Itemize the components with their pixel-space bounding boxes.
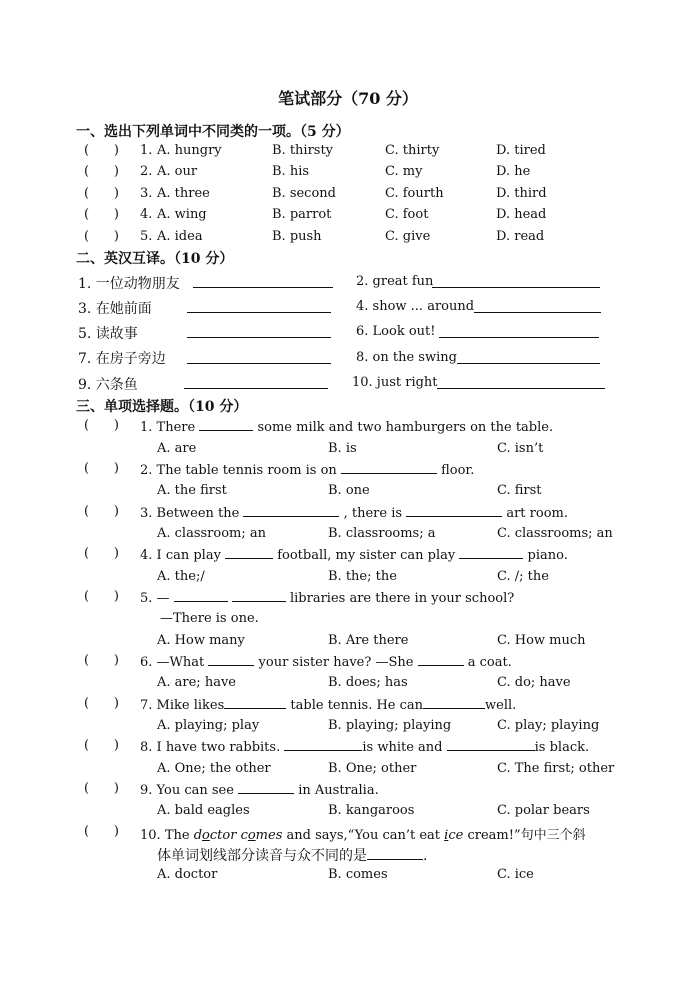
option-d: D. head [496, 207, 547, 222]
option-b: B. playing; playing [328, 718, 452, 733]
q-text: in Australia. [298, 783, 379, 798]
option-a: A. hungry [157, 143, 222, 158]
answer-blank[interactable] [187, 324, 331, 338]
answer-paren: ( ) [84, 229, 119, 244]
q-num: 7. [140, 698, 153, 713]
q-text: cream!”句中三个斜 [467, 828, 586, 843]
q-text: well. [485, 698, 517, 713]
q-text: Between the [156, 506, 240, 521]
translate-item: 4. show ... around [356, 299, 475, 314]
answer-blank[interactable] [224, 696, 286, 709]
q-text-line2: 体单词划线部分读音与众不同的是 . [157, 848, 428, 864]
answer-blank[interactable] [187, 299, 331, 313]
option-c: C. isn’t [497, 441, 544, 456]
q-num: 1. [140, 420, 153, 435]
q-text: some milk and two hamburgers on the table. [257, 420, 554, 435]
question-9 [140, 781, 379, 798]
section3-heading: 三、单项选择题。（10 分） [76, 399, 248, 415]
translate-item: 9. 六条鱼 [78, 377, 138, 393]
option-d: D. tired [496, 143, 546, 158]
option-b: B. parrot [272, 207, 332, 222]
answer-paren: ( ) [84, 653, 119, 668]
q-text: libraries are there in your school? [289, 591, 515, 606]
answer-blank[interactable] [367, 847, 423, 860]
q-text: is white and [362, 740, 443, 755]
option-a: A. are; have [157, 675, 236, 690]
option-a: A. bald eagles [157, 803, 250, 818]
option-c: C. classrooms; an [497, 526, 613, 541]
option-a: A. the;/ [157, 569, 205, 584]
option-d: D. read [496, 229, 545, 244]
answer-paren: ( ) [84, 164, 119, 179]
q-text: and says,“You can’t eat [286, 828, 441, 843]
option-a: A. One; the other [157, 761, 271, 776]
q-num: 4. [140, 207, 153, 222]
answer-blank[interactable] [225, 546, 273, 559]
option-b: B. one [328, 483, 370, 498]
translate-item: 10. just right [352, 375, 438, 390]
q-num: 6. [140, 655, 153, 670]
option-a: A. idea [157, 229, 203, 244]
translate-item: 5. 读故事 [78, 326, 138, 342]
q-text: You can see [156, 783, 234, 798]
option-c: C. thirty [385, 143, 440, 158]
answer-blank[interactable] [238, 781, 294, 794]
answer-paren: ( ) [84, 418, 119, 433]
answer-paren: ( ) [84, 696, 119, 711]
q-num: 5. [140, 591, 153, 606]
answer-blank[interactable] [406, 504, 502, 517]
option-b: B. the; the [328, 569, 397, 584]
translate-item: 8. on the swing [356, 350, 457, 365]
answer-blank[interactable] [437, 375, 605, 389]
option-a: A. are [157, 441, 197, 456]
option-b: B. second [272, 186, 336, 201]
answer-blank[interactable] [284, 738, 362, 751]
option-c: C. ice [497, 867, 534, 882]
answer-blank[interactable] [193, 274, 333, 288]
answer-blank[interactable] [418, 653, 464, 666]
answer-blank[interactable] [474, 299, 601, 313]
answer-blank[interactable] [184, 375, 328, 389]
translate-item: 6. Look out! [356, 324, 436, 339]
option-b: B. Are there [328, 633, 409, 648]
q-text: The [164, 828, 190, 843]
option-a: A. wing [157, 207, 207, 222]
q-text: I have two rabbits. [156, 740, 281, 755]
q-text: table tennis. He can [290, 698, 424, 713]
option-c: C. play; playing [497, 718, 600, 733]
answer-blank[interactable] [243, 504, 339, 517]
q-text: your sister have? —She [258, 655, 414, 670]
q-text: There [156, 420, 196, 435]
question-6 [140, 653, 512, 670]
option-b: B. his [272, 164, 310, 179]
answer-blank[interactable] [341, 461, 437, 474]
q-text: is black. [534, 740, 590, 755]
option-c: C. How much [497, 633, 586, 648]
q-text: piano. [527, 548, 568, 563]
answer-blank[interactable] [457, 350, 600, 364]
q-num: 10. [140, 828, 161, 843]
answer-paren: ( ) [84, 504, 119, 519]
answer-blank[interactable] [232, 589, 286, 602]
answer-paren: ( ) [84, 143, 119, 158]
option-b: B. push [272, 229, 322, 244]
option-a: A. our [157, 164, 198, 179]
answer-blank[interactable] [174, 589, 228, 602]
italic-word-ice: ice [444, 828, 464, 843]
option-a: A. three [157, 186, 210, 201]
translate-item: 1. 一位动物朋友 [78, 276, 180, 292]
option-c: C. /; the [497, 569, 549, 584]
q-text: art room. [506, 506, 568, 521]
section2-heading: 二、英汉互译。（10 分） [76, 251, 234, 267]
translate-item: 3. 在她前面 [78, 301, 152, 317]
answer-blank[interactable] [208, 653, 254, 666]
option-c: C. polar bears [497, 803, 590, 818]
option-b: B. does; has [328, 675, 408, 690]
answer-paren: ( ) [84, 461, 119, 476]
option-a: A. doctor [157, 867, 218, 882]
question-10 [140, 824, 586, 843]
option-c: C. my [385, 164, 423, 179]
translate-item: 7. 在房子旁边 [78, 351, 166, 367]
answer-blank[interactable] [432, 274, 600, 288]
page-title: 笔试部分（70 分） [278, 89, 418, 108]
q-text: I can play [156, 548, 221, 563]
q-num: 5. [140, 229, 153, 244]
question-8 [140, 738, 589, 755]
option-c: C. The first; other [497, 761, 615, 776]
q-text: , there is [343, 506, 403, 521]
q-num: 2. [140, 164, 153, 179]
option-c: C. give [385, 229, 431, 244]
italic-word-doctor: doctor [193, 828, 237, 843]
q-text: floor. [441, 463, 475, 478]
question-5 [140, 589, 514, 606]
q-num: 3. [140, 186, 153, 201]
option-b: B. thirsty [272, 143, 334, 158]
option-a: A. classroom; an [157, 526, 267, 541]
q-text: Mike likes [156, 698, 225, 713]
q-text: —What [156, 655, 205, 670]
option-a: A. How many [157, 633, 245, 648]
option-b: B. classrooms; a [328, 526, 436, 541]
answer-paren: ( ) [84, 546, 119, 561]
option-d: D. he [496, 164, 531, 179]
option-c: C. fourth [385, 186, 444, 201]
answer-blank[interactable] [199, 418, 253, 431]
answer-paren: ( ) [84, 781, 119, 796]
q-num: 8. [140, 740, 153, 755]
answer-blank[interactable] [459, 546, 523, 559]
option-c: C. do; have [497, 675, 571, 690]
answer-paren: ( ) [84, 738, 119, 753]
question-1 [140, 418, 553, 435]
q-text: a coat. [467, 655, 512, 670]
answer-paren: ( ) [84, 186, 119, 201]
q-num: 2. [140, 463, 153, 478]
q-reply: —There is one. [160, 611, 259, 626]
option-c: C. foot [385, 207, 429, 222]
option-a: A. playing; play [157, 718, 260, 733]
q-num: 1. [140, 143, 153, 158]
option-b: B. kangaroos [328, 803, 415, 818]
translate-item: 2. great fun [356, 274, 434, 289]
q-text: football, my sister can play [277, 548, 456, 563]
answer-blank[interactable] [423, 696, 485, 709]
option-b: B. One; other [328, 761, 417, 776]
answer-paren: ( ) [84, 207, 119, 222]
q-num: 4. [140, 548, 153, 563]
question-3 [140, 504, 568, 521]
q-text: — [156, 591, 170, 606]
option-b: B. is [328, 441, 357, 456]
answer-paren: ( ) [84, 589, 119, 604]
section1-heading: 一、选出下列单词中不同类的一项。（5 分） [76, 124, 350, 140]
question-2 [140, 461, 474, 478]
question-7 [140, 696, 516, 713]
q-num: 9. [140, 783, 153, 798]
answer-paren: ( ) [84, 824, 119, 839]
italic-word-comes: comes [240, 828, 283, 843]
answer-blank[interactable] [187, 350, 331, 364]
option-b: B. comes [328, 867, 388, 882]
option-a: A. the first [157, 483, 227, 498]
option-d: D. third [496, 186, 547, 201]
q-num: 3. [140, 506, 153, 521]
q-text: The table tennis room is on [156, 463, 337, 478]
answer-blank[interactable] [439, 324, 599, 338]
option-c: C. first [497, 483, 542, 498]
question-4 [140, 546, 568, 563]
answer-blank[interactable] [447, 738, 535, 751]
